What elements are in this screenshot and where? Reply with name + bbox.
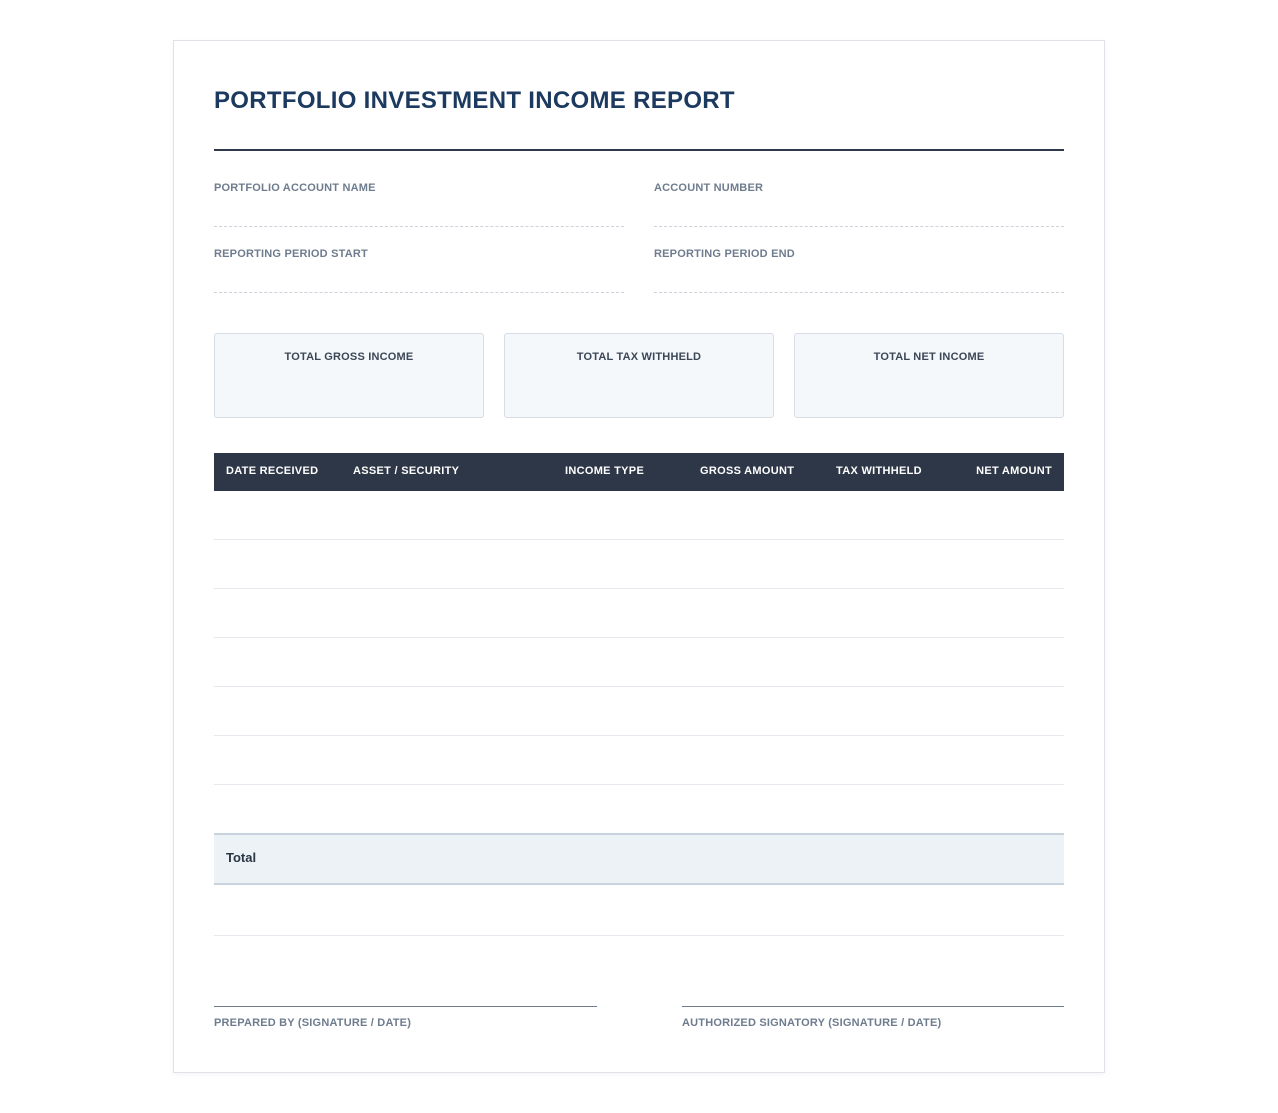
total-row-label: Total: [226, 850, 257, 865]
table-row[interactable]: [214, 638, 1064, 687]
total-gross-income-box: [214, 333, 484, 418]
prepared-by-label: PREPARED BY (SIGNATURE / DATE): [214, 1017, 412, 1029]
column-header-income-type: INCOME TYPE: [565, 465, 645, 477]
column-header-asset-security: ASSET / SECURITY: [353, 465, 460, 477]
income-table-header: [214, 453, 1064, 491]
page-title: PORTFOLIO INVESTMENT INCOME REPORT: [214, 87, 735, 114]
account-number-field[interactable]: [654, 182, 1064, 227]
total-net-income-box: [794, 333, 1064, 418]
period-start-field[interactable]: [214, 248, 624, 293]
table-row[interactable]: [214, 736, 1064, 785]
period-end-field[interactable]: [654, 248, 1064, 293]
period-start-label: REPORTING PERIOD START: [214, 248, 368, 260]
account-name-field[interactable]: [214, 182, 624, 227]
prepared-by-signature-line[interactable]: [214, 1006, 597, 1029]
total-gross-income-label: TOTAL GROSS INCOME: [284, 351, 414, 363]
total-tax-withheld-label: TOTAL TAX WITHHELD: [576, 351, 702, 363]
table-footer-spacer: [214, 883, 1064, 936]
column-header-gross-amount: GROSS AMOUNT: [700, 465, 795, 477]
report-page: [173, 40, 1105, 1073]
period-end-label: REPORTING PERIOD END: [654, 248, 795, 260]
column-header-tax-withheld: TAX WITHHELD: [836, 465, 922, 477]
table-row[interactable]: [214, 540, 1064, 589]
total-tax-withheld-box: [504, 333, 774, 418]
table-row[interactable]: [214, 687, 1064, 736]
authorized-signatory-label: AUTHORIZED SIGNATORY (SIGNATURE / DATE): [682, 1017, 942, 1029]
table-row[interactable]: [214, 491, 1064, 540]
table-row[interactable]: [214, 589, 1064, 638]
total-net-income-label: TOTAL NET INCOME: [873, 351, 985, 363]
account-name-label: PORTFOLIO ACCOUNT NAME: [214, 182, 376, 194]
authorized-signatory-line[interactable]: [682, 1006, 1064, 1029]
column-header-date-received: DATE RECEIVED: [226, 465, 319, 477]
account-number-label: ACCOUNT NUMBER: [654, 182, 764, 194]
column-header-net-amount: NET AMOUNT: [976, 465, 1052, 477]
title-divider: [214, 149, 1064, 151]
table-row[interactable]: [214, 785, 1064, 833]
table-total-row: [214, 833, 1064, 885]
